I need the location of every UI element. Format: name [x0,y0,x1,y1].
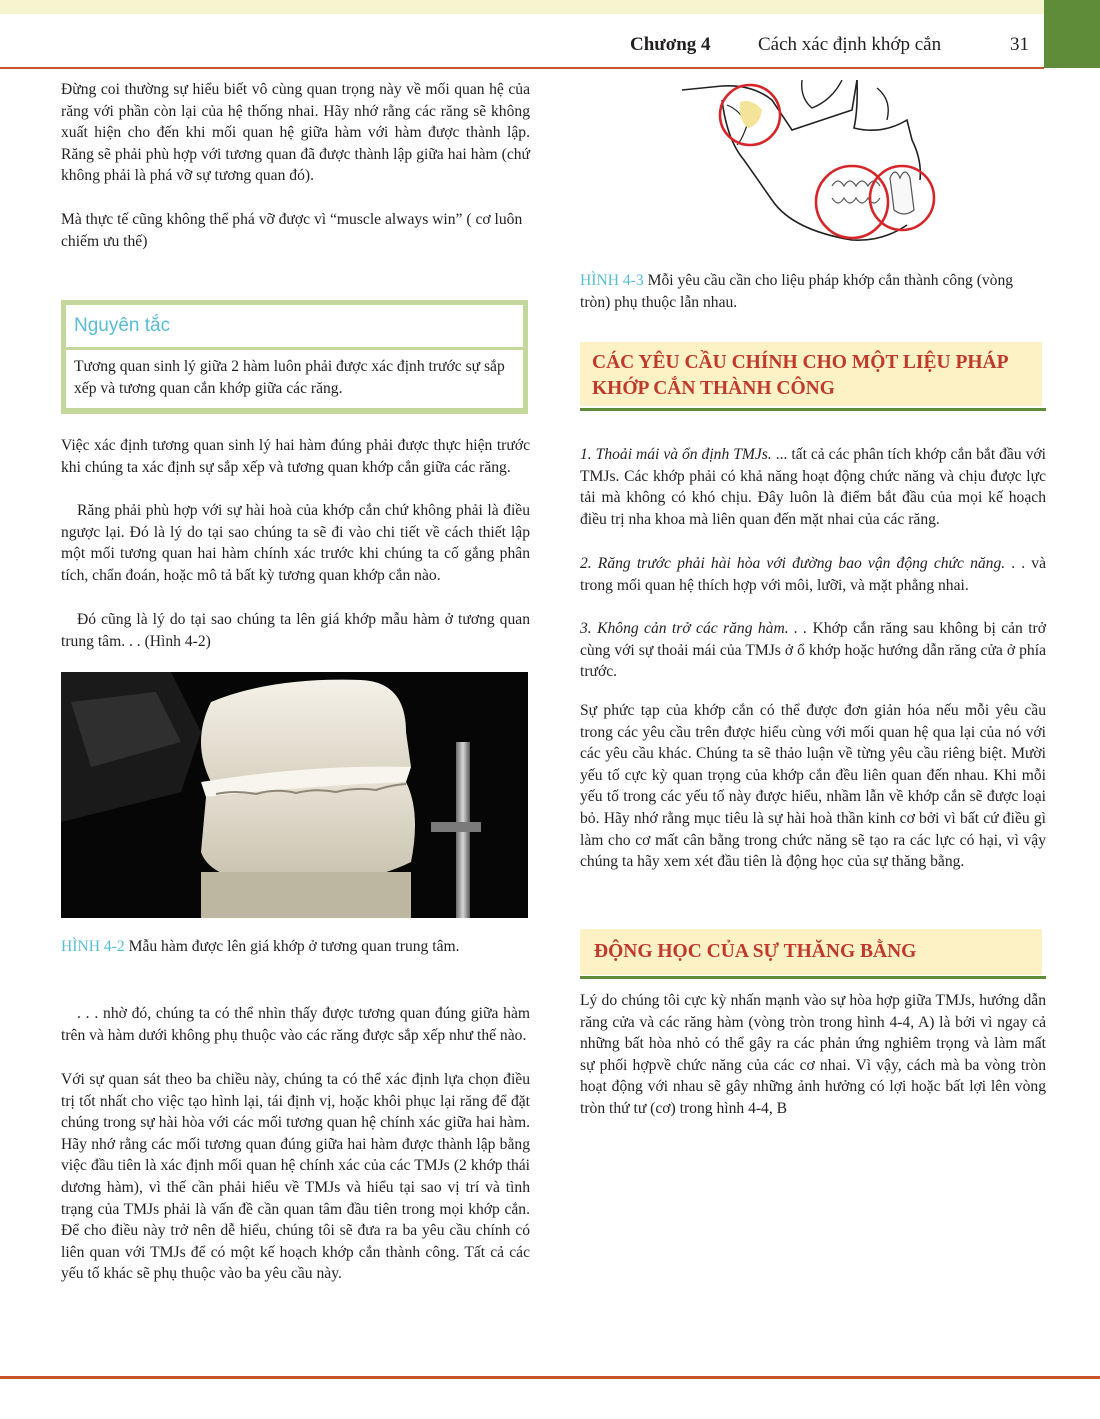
paragraph-intro: Đừng coi thường sự hiểu biết vô cùng quan trọng này về mối quan hệ của răng với phần còn lại của hệ thống nhai. Hãy nhớ rằng các răng sẽ không xuất hiện cho đến khi mối quan hệ giữa hàm với hàm được thành lập. Răng sẽ phải phù hợp với tương quan đã được thành lập giữa hai hàm (chứ không phải là phá vỡ sự tương quan đó). [61,81,530,185]
figure-4-3-label: HÌNH 4-3 [580,272,644,289]
section-heading-requirements [580,342,1042,406]
section-heading-balance [580,929,1042,975]
running-header [560,34,1030,60]
figure-4-2-label: HÌNH 4-2 [61,938,125,955]
requirement-3 [580,618,1046,683]
figure-4-3-text: Mỗi yêu cầu cần cho liệu pháp khớp cắn thành công (vòng tròn) phụ thuộc lẫn nhau. [580,272,1014,311]
paragraph-thereby: . . . nhờ đó, chúng ta có thể nhìn thấy được tương quan đúng giữa hàm trên và hàm dưới không phụ thuộc vào các răng được sắp xếp như thế nào. [61,1005,530,1044]
section-heading-line1: CÁC YÊU CẦU CHÍNH CHO MỘT LIỆU PHÁP [592,352,1009,373]
figure-4-3-caption [580,270,1046,313]
figure-4-2-photo [61,672,528,918]
principle-title: Nguyên tắc [74,315,171,336]
paragraph-reason: Lý do chúng tôi cực kỳ nhấn mạnh vào sự hòa hợp giữa TMJs, hướng dẫn răng cửa và các răng hàm (vòng tròn trong hình 4-4, A) là bởi vì ngay cả những bất hòa nhỏ có thể gây ra các phản ứng nghiêm trọng và làm mất sự phối hợpvề chức năng của các cơ nhai. Vì vậy, cách mà ba vòng tròn hoạt động với nhau sẽ gây những ảnh hưởng có lợi hoặc bất lợi lên vòng tròn thứ tư (cơ) trong hình 4-4, B [580,992,1046,1117]
section-heading-balance-title: ĐỘNG HỌC CỦA SỰ THĂNG BẰNG [594,941,917,962]
requirement-3-text: Khớp cắn răng sau không bị cản trở cùng với sự thoải mái của TMJs ở ổ khớp hoặc hướng dẫn răng cửa ở phía trước. [580,620,1046,681]
section-heading-line2: KHỚP CẮN THÀNH CÔNG [592,378,835,399]
figure-4-2-text: Mẫu hàm được lên giá khớp ở tương quan trung tâm. [128,938,460,955]
articulated-casts-image [61,672,528,918]
principle-body: Tương quan sinh lý giữa 2 hàm luôn phải được xác định trước sự sắp xếp và tương quan cắn khớp giữa các răng. [74,358,505,397]
top-band [0,0,1100,14]
section-heading-rule [580,408,1046,411]
requirement-1-text: ... tất cả các phân tích khớp cắn bắt đầu với TMJs. Các khớp phải có khả năng hoạt động chức năng và chịu được lực tải mà không có khó chịu. Đây luôn là điểm bắt đầu của mọi kế hoạch điều trị nha khoa mà liên quan đến mặt nhai của các răng. [580,446,1046,528]
paragraph-harmony: Răng phải phù hợp với sự hài hoà của khớp cắn chứ không phải là điều ngược lại. Đó là lý do tại sao chúng ta sẽ đi vào chi tiết về cách thiết lập một mối tương quan hai hàm chính xác trước khi chúng ta cố gắng phân tích, chẩn đoán, hoặc mô tả bất kỳ tương quan khớp cắn nào. [61,502,530,584]
paragraph-complexity: Sự phức tạp của khớp cắn có thể được đơn giản hóa nếu mỗi yêu cầu trong các yêu cầu trên được hiểu cùng với mối quan hệ qua lại của nó với các yêu cầu khác. Chúng ta sẽ thảo luận về từng yêu cầu riêng biệt. Mười yếu tố cực kỳ quan trọng của khớp cắn đều liên quan đến nhau. Khi mỗi yếu tố trong các yếu tố này được hiểu, nhầm lẫn về khớp cắn sẽ được loại bỏ. Hãy nhớ rằng mục tiêu là sự hài hoà thần kinh cơ bởi vì bất cứ điều gì làm cho cơ mất cân bằng trong chức năng sẽ tạo ra các lực có hại, vì vậy chúng ta hãy xem xét đầu tiên là động học của sự thăng bằng. [580,702,1046,871]
chapter-title: Cách xác định khớp cắn [758,34,942,55]
requirement-1 [580,444,1046,530]
figure-4-2-caption [61,936,530,958]
corner-tab [1044,0,1100,68]
requirement-2-text: . . và trong mối quan hệ thích hợp với môi, lưỡi, và mặt phẳng nhai. [580,555,1047,594]
paragraph-mounting: Đó cũng là lý do tại sao chúng ta lên giá khớp mẫu hàm ở tương quan trung tâm. . . (Hình 4-2) [61,611,530,650]
header-rule [0,67,1044,69]
requirement-3-title: 3. Không cản trở các răng hàm. . . [580,620,808,637]
section-heading-balance-rule [580,976,1046,979]
requirement-2-title: 2. Răng trước phải hài hòa với đường bao vận động chức năng. [580,555,1006,572]
principle-body-area [66,350,523,408]
skull-drawing [682,80,938,246]
requirement-2 [580,553,1046,596]
chapter-label: Chương 4 [630,34,711,55]
footer-rule [0,1376,1100,1379]
paragraph-muscle: Mà thực tế cũng không thể phá vỡ được vì “muscle always win” ( cơ luôn chiếm ưu thế) [61,211,523,250]
paragraph-relation: Việc xác định tương quan sinh lý hai hàm đúng phải được thực hiện trước khi chúng ta xác định sự sắp xếp và tương quan khớp cắn giữa các răng. [61,437,530,476]
figure-4-3-illustration [682,80,938,246]
principle-title-area [66,305,523,347]
requirement-1-title: 1. Thoải mái và ổn định TMJs. [580,446,772,463]
paragraph-three-dimensional: Với sự quan sát theo ba chiều này, chúng ta có thể xác định lựa chọn điều trị tốt nhất cho việc tạo hình lại, tái định vị, hoặc khôi phục lại răng để đặt chúng trong sự hài hòa với các mối tương quan hệ chính xác giữa hai hàm. Hãy nhớ rằng các mối tương quan đúng giữa hai hàm được thành lập bằng việc đầu tiên là xác định mối quan hệ chính xác của các TMJs (2 khớp thái dương hàm), vì thế cần phải hiểu về TMJs và hiểu tại sao vị trí và tình trạng của TMJs phải là vấn đề cần quan tâm đầu tiên trong mọi khớp cắn. Để cho điều này trở nên dễ hiểu, chúng tôi sẽ đưa ra ba yêu cầu chính có liên quan với TMJs để có một kế hoạch khớp cắn thành công. Tất cả các yếu tố khác sẽ phụ thuộc vào ba yêu cầu này. [61,1071,530,1283]
page-number: 31 [1010,34,1029,55]
